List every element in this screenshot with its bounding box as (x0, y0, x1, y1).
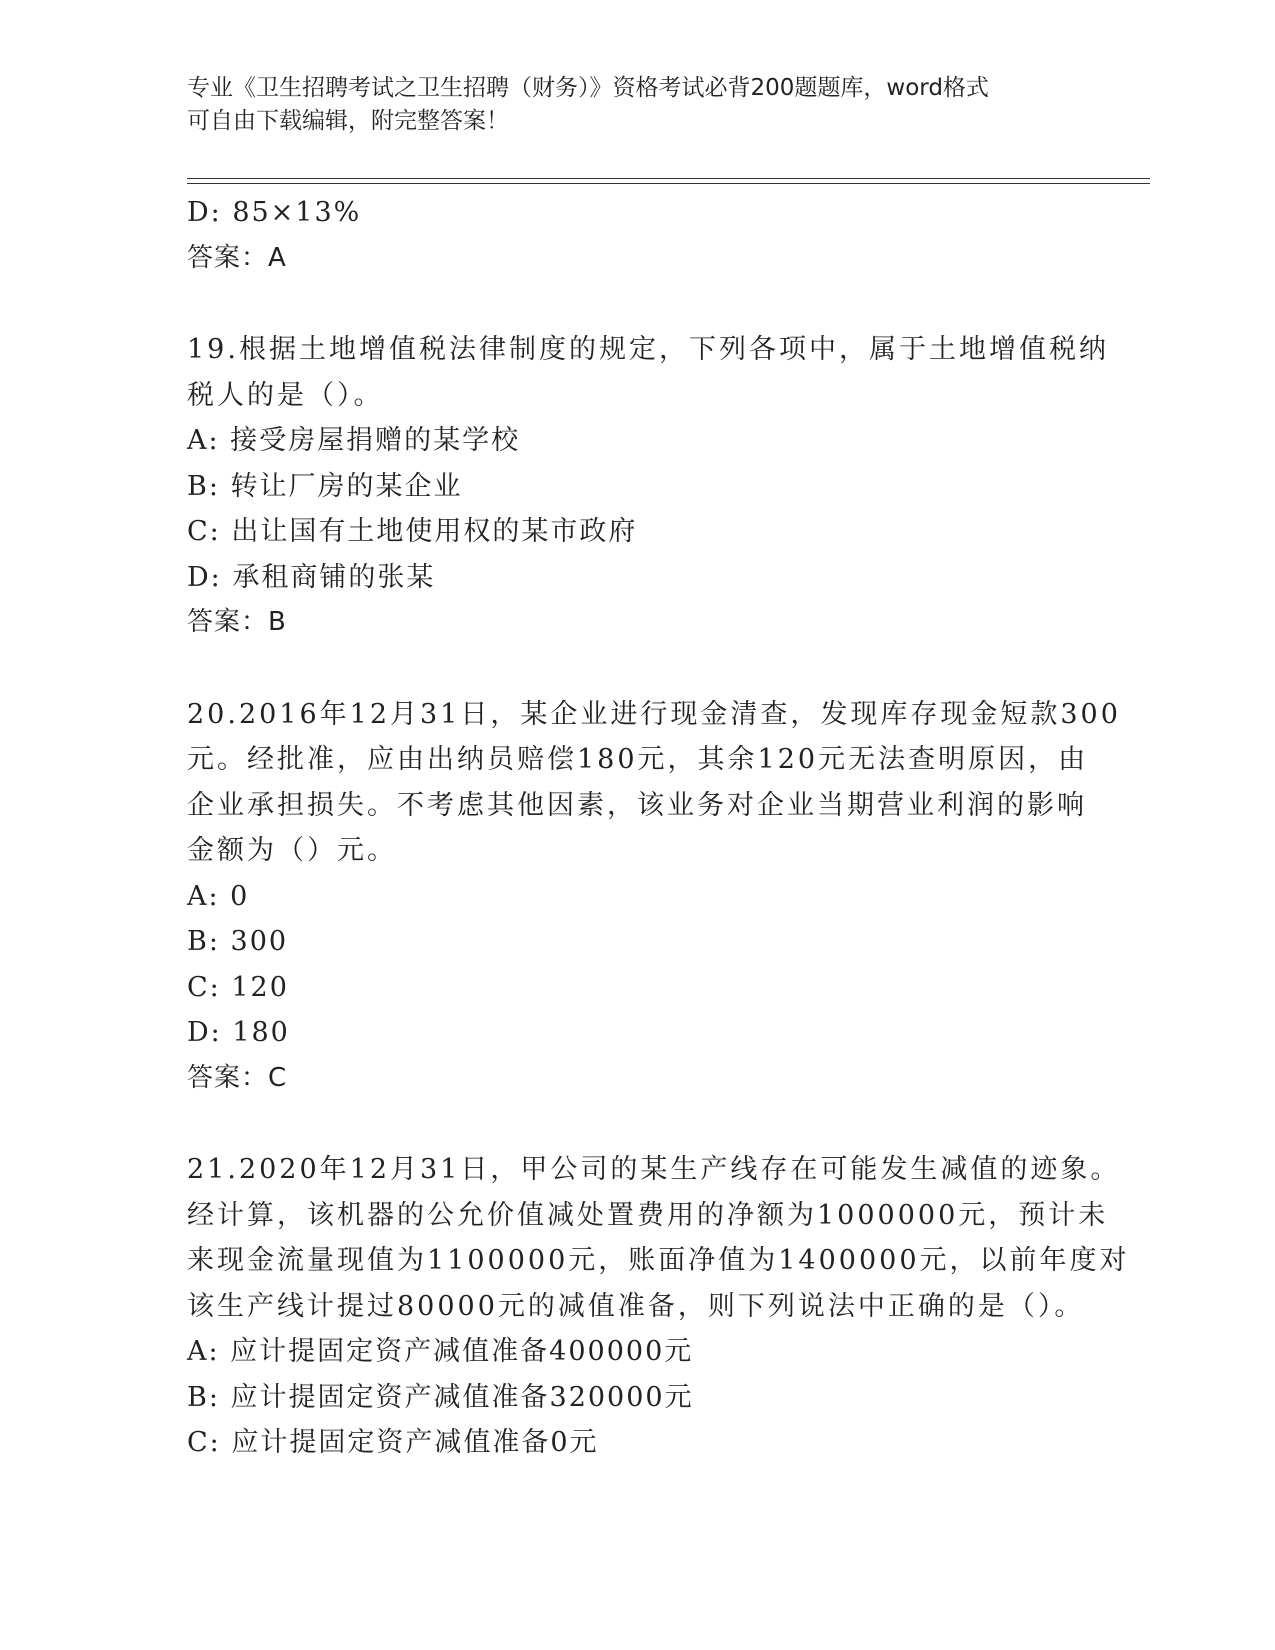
option-a: A: 0 (187, 880, 250, 912)
question-stem-line: 该生产线计提过80000元的减值准备，则下列说法中正确的是（）。 (187, 1290, 1085, 1322)
option-d: D: 承租商铺的张某 (187, 561, 436, 593)
question-19 (187, 327, 1109, 646)
option-a: A: 接受房屋捐赠的某学校 (187, 425, 521, 456)
option-c: C: 120 (187, 971, 289, 1003)
option-a: A: 应计提固定资产减值准备400000元 (187, 1336, 694, 1367)
question-stem-line: 企业承担损失。不考虑其他因素，该业务对企业当期营业利润的影响 (187, 789, 1087, 821)
answer-line: 答案：A (187, 242, 287, 273)
spacer (187, 646, 1087, 692)
question-20 (187, 692, 1121, 1102)
spacer (187, 1101, 1087, 1147)
question-stem-line: 来现金流量现值为1100000元，账面净值为1400000元，以前年度对 (187, 1245, 1130, 1276)
option-c: C: 出让国有土地使用权的某市政府 (187, 516, 638, 547)
option-c: C: 应计提固定资产减值准备0元 (187, 1427, 599, 1458)
option-b: B: 应计提固定资产减值准备320000元 (187, 1381, 694, 1413)
spacer (187, 281, 1087, 327)
option-b: B: 转让厂房的某企业 (187, 470, 463, 502)
page-header (187, 72, 1087, 138)
question-stem-line: 19.根据土地增值税法律制度的规定，下列各项中，属于土地增值税纳 (187, 334, 1109, 365)
question-stem-line: 20.2016年12月31日，某企业进行现金清查，发现库存现金短款300 (187, 698, 1121, 730)
answer-line: 答案：C (187, 1062, 288, 1093)
option-b: B: 300 (187, 926, 289, 957)
option-d: D: 180 (187, 1017, 290, 1048)
question-stem-line: 经计算，该机器的公允价值减处置费用的净额为1000000元，预计未 (187, 1199, 1109, 1231)
question-21 (187, 1147, 1130, 1466)
question-stem-line: 21.2020年12月31日，甲公司的某生产线存在可能发生减值的迹象。 (187, 1154, 1121, 1185)
answer-line: 答案：B (187, 607, 287, 637)
question-stem-line: 税人的是（）。 (187, 379, 384, 411)
header-title-line-1: 专业《卫生招聘考试之卫生招聘（财务）》资格考试必背200题题库，word格式 (187, 75, 989, 101)
option-d: D: 85×13% (187, 197, 362, 228)
document-body (187, 190, 1130, 1466)
header-divider (187, 178, 1150, 184)
question-stem-line: 元。经批准，应由出纳员赔偿180元，其余120元无法查明原因，由 (187, 744, 1089, 775)
header-title-line-2: 可自由下载编辑，附完整答案！ (187, 108, 509, 134)
question-stem-line: 金额为（）元。 (187, 835, 397, 866)
